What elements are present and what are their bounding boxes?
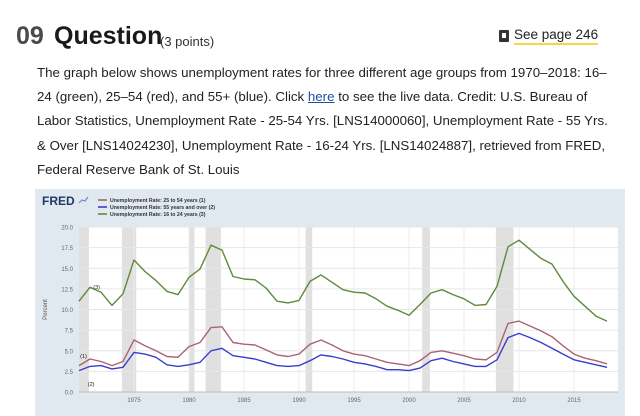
y-tick-label: 2.5 xyxy=(64,369,73,376)
x-tick-label: 1975 xyxy=(127,398,141,404)
y-tick-label: 7.5 xyxy=(64,328,73,335)
x-tick-label: 1990 xyxy=(292,398,306,404)
x-tick-label: 1985 xyxy=(237,398,251,404)
x-tick-label: 1980 xyxy=(182,398,196,404)
y-axis-label: Percent xyxy=(43,299,49,320)
y-tick-label: 17.5 xyxy=(61,246,73,253)
description-text-1: The graph below shows unemployment rates for three different age groups from 1970–2018: 16–24 (green), 25–54 (red), and 55+ (blue). Click xyxy=(37,65,607,105)
series-number-label: (1) xyxy=(80,354,87,361)
description-text-2: to see the live data. Credit: U.S. Bureau of Labor Statistics, Unemployment Rate - 25-54 Yrs. [LNS14000060], Unemployment Rate - 55 Yrs. & Over [LNS14024230], Unemployment Rate - 16-24 Yrs. [LNS14024887], retrieved from FRED, Federal Reserve Bank of St. Louis xyxy=(37,89,608,177)
x-tick-label: 1995 xyxy=(347,398,361,404)
x-tick-label: 2010 xyxy=(512,398,526,404)
question-points: (3 points) xyxy=(160,34,215,49)
question-number: 09 xyxy=(16,22,44,50)
legend-label: Unemployment Rate: 16 to 24 years (3) xyxy=(110,212,206,218)
legend-label: Unemployment Rate: 55 years and over (2) xyxy=(110,205,215,211)
legend-label: Unemployment Rate: 25 to 54 years (1) xyxy=(110,198,206,204)
y-tick-label: 12.5 xyxy=(61,287,73,294)
y-tick-label: 15.0 xyxy=(61,266,73,273)
see-page-label: See page 246 xyxy=(514,27,598,45)
question-title: Question xyxy=(54,22,163,50)
series-number-label: (3) xyxy=(93,284,101,291)
fred-chart xyxy=(35,189,625,416)
fred-logo: FRED xyxy=(42,194,75,208)
series-number-label: (2) xyxy=(87,382,95,389)
here-link[interactable]: here xyxy=(307,89,335,105)
see-page-link[interactable] xyxy=(499,27,598,45)
y-tick-label: 10.0 xyxy=(61,308,73,314)
book-icon xyxy=(499,30,509,42)
y-tick-label: 0.0 xyxy=(64,390,73,397)
x-tick-label: 2015 xyxy=(567,398,581,404)
chart-svg xyxy=(35,189,625,416)
fred-logo-mark xyxy=(79,197,88,203)
y-tick-label: 5.0 xyxy=(64,349,73,356)
x-tick-label: 2000 xyxy=(402,398,416,404)
y-tick-label: 20.0 xyxy=(61,225,73,232)
question-description xyxy=(37,61,617,182)
x-tick-label: 2005 xyxy=(457,398,471,404)
